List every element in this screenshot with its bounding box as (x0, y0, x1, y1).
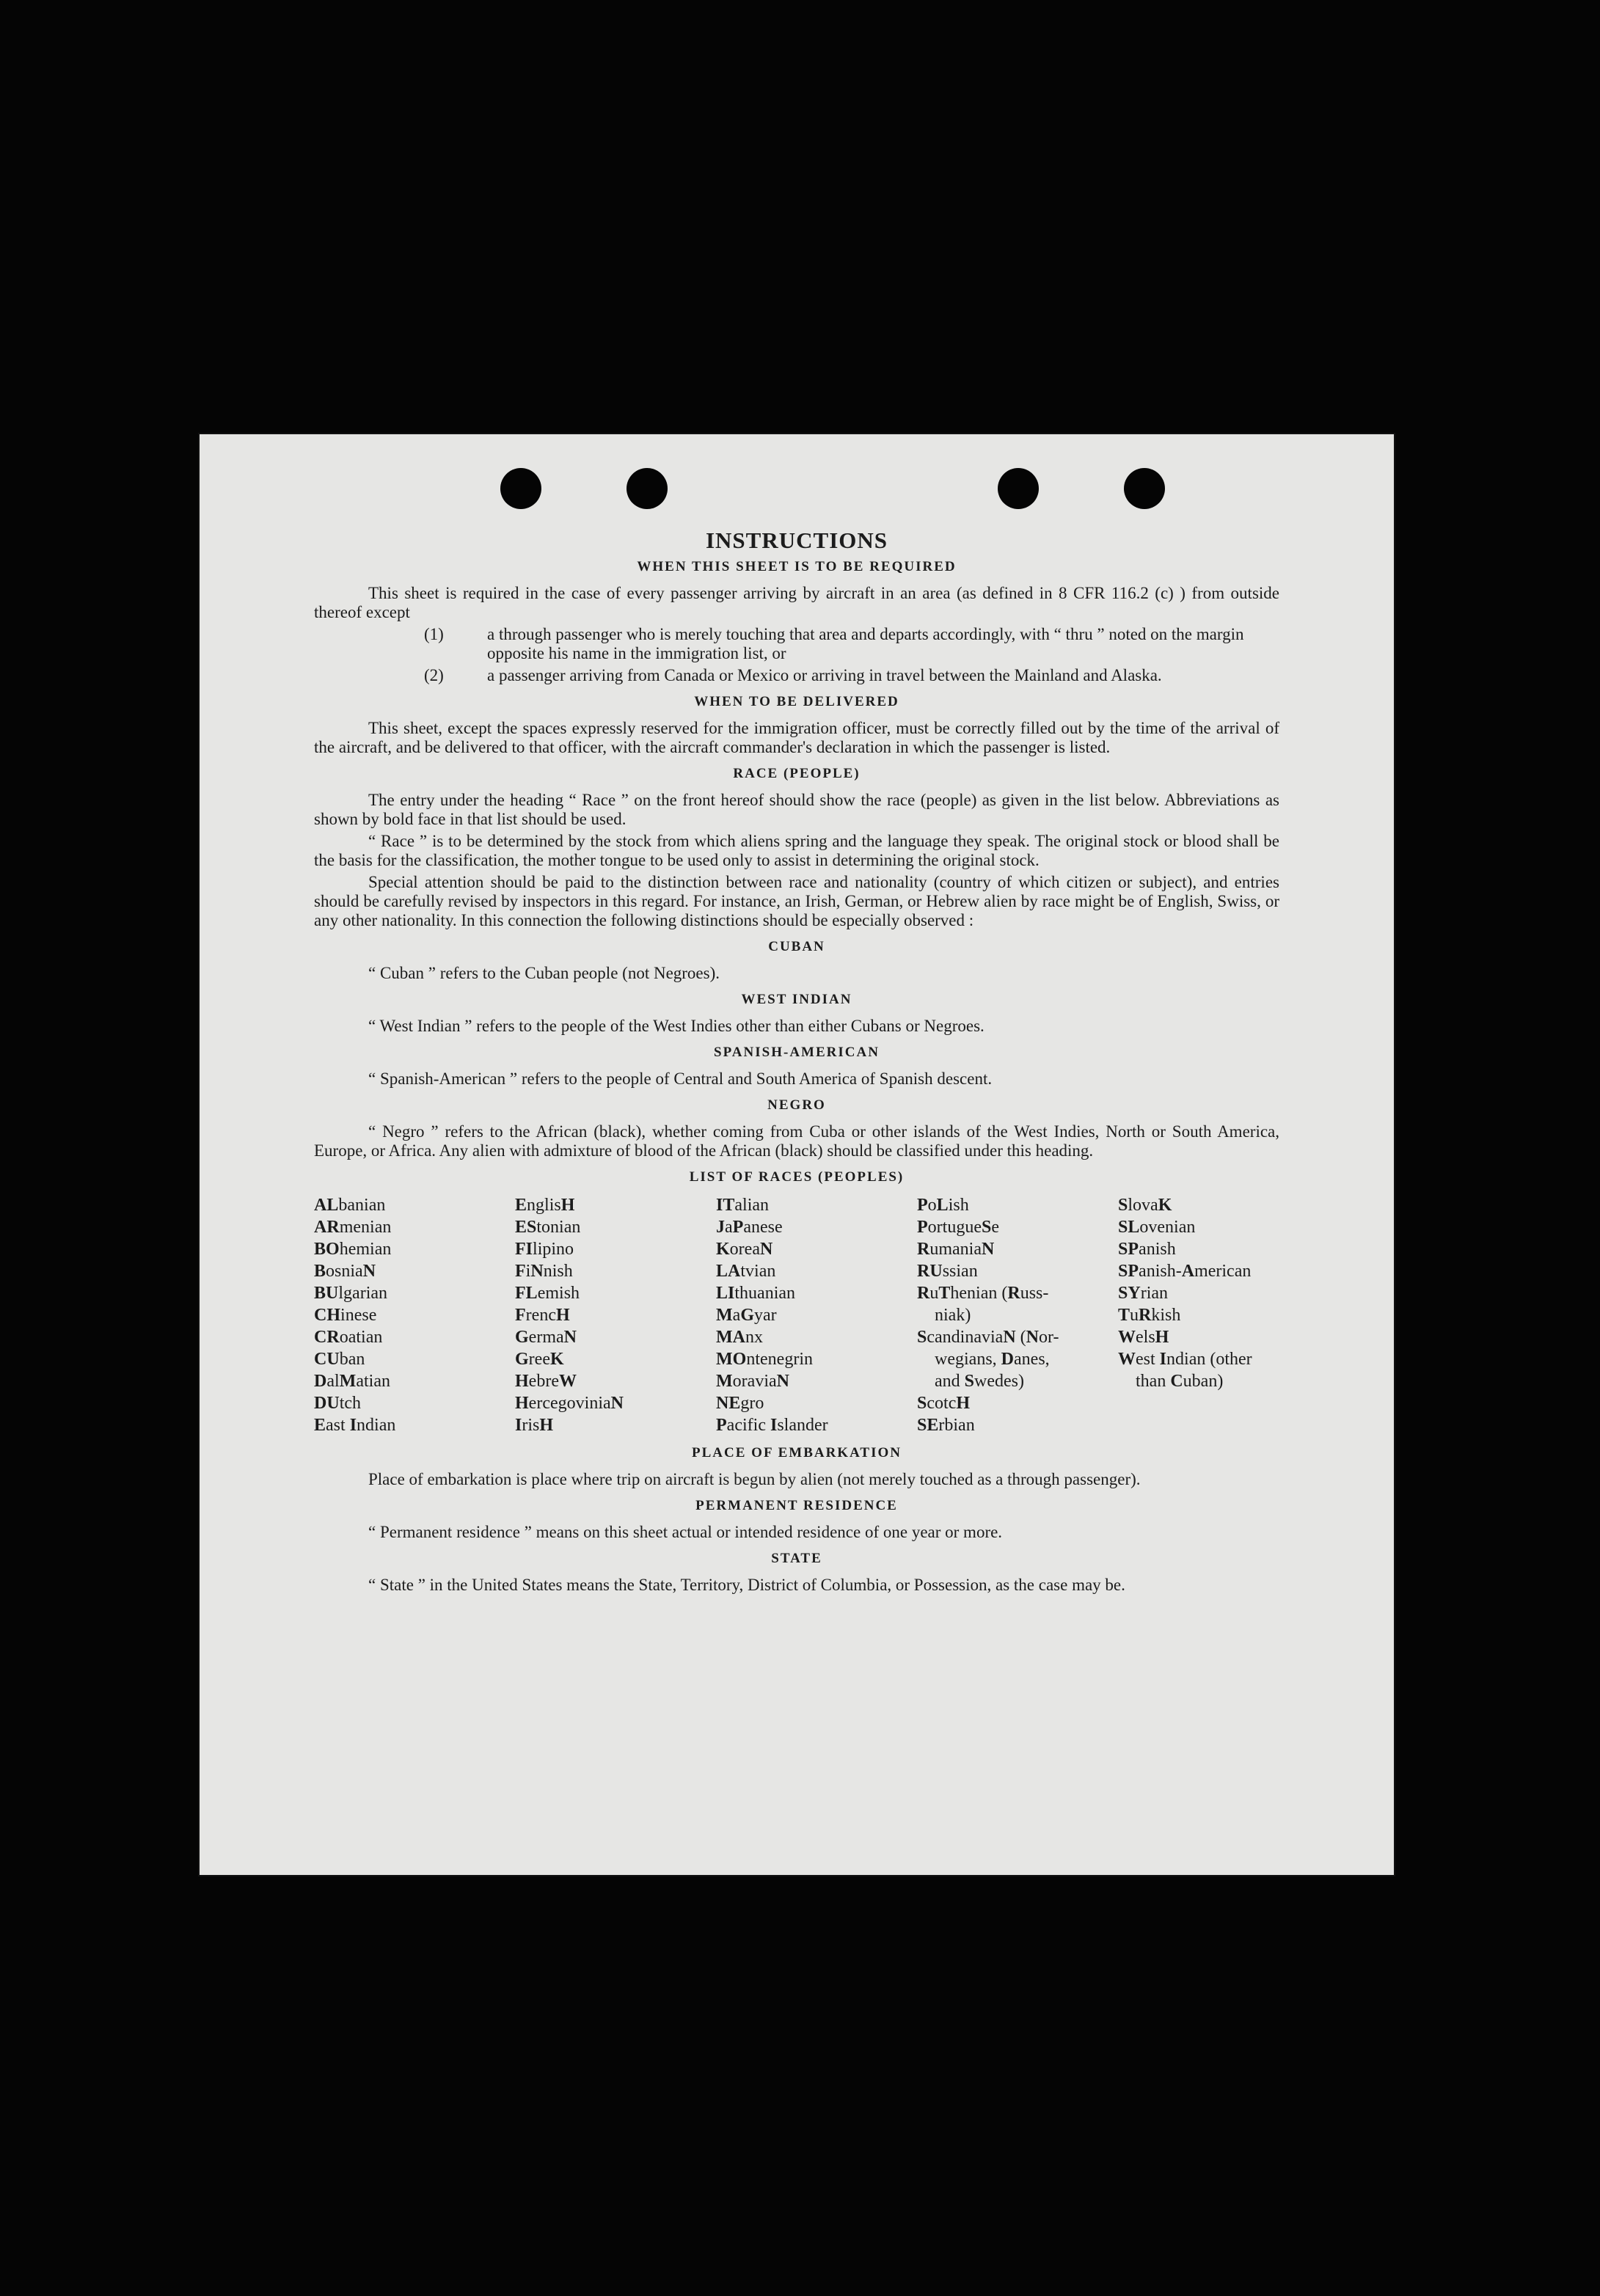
race-entry: MAnx (716, 1328, 763, 1347)
race-entry: ALbanian (314, 1196, 386, 1215)
race-entry: FiNnish (515, 1262, 573, 1281)
embarkation-text: Place of embarkation is place where trip on aircraft is begun by alien (not merely touched as a through passenger). (368, 1470, 1141, 1488)
race-entry: JaPanese (716, 1218, 783, 1237)
heading-cuban: CUBAN (768, 939, 825, 954)
cuban-text: “ Cuban ” refers to the Cuban people (not Negroes). (368, 964, 720, 982)
west-indian-text: “ West Indian ” refers to the people of the West Indies other than either Cubans or Negroes. (368, 1017, 985, 1035)
race-entry: HebreW (515, 1372, 577, 1391)
race-entry: FLemish (515, 1284, 580, 1303)
race-entry: BosniaN (314, 1262, 376, 1281)
spanish-american-text: “ Spanish-American ” refers to the people of Central and South America of Spanish descent. (368, 1070, 993, 1088)
race-entry: GreeK (515, 1350, 564, 1369)
heading-delivered: WHEN TO BE DELIVERED (694, 694, 899, 709)
exception-number: (1) (424, 625, 444, 643)
race-entry: MOntenegrin (716, 1350, 813, 1369)
heading-list-of-races: LIST OF RACES (PEOPLES) (689, 1169, 905, 1185)
heading-west-indian: WEST INDIAN (741, 992, 852, 1007)
race-list (314, 1194, 1279, 1436)
heading-residence: PERMANENT RESIDENCE (695, 1498, 898, 1513)
race-entry: SYrian (1118, 1284, 1169, 1303)
race-entry: HercegoviniaN (515, 1394, 624, 1413)
race-entry: IrisH (515, 1416, 554, 1435)
race-entry: ScotcH (917, 1394, 971, 1413)
race-entry: ScandinaviaN (Nor- (917, 1328, 1059, 1347)
race-entry: SlovaK (1118, 1196, 1172, 1215)
exception-text: a through passenger who is merely touching that area and departs accordingly, with “ thru ” noted on the margin opposite his name in the immigration list, or (487, 625, 1244, 662)
race-column (1118, 1194, 1279, 1436)
race-entry: EStonian (515, 1218, 581, 1237)
punch-hole (1124, 468, 1165, 509)
race-column (716, 1194, 917, 1436)
race-entry: PortugueSe (917, 1218, 1000, 1237)
race-paragraph: “ Race ” is to be determined by the stock from which aliens spring and the language they speak. The original stock or blood shall be the basis for the classification, the mother tongue to be used only to assist in determining the original stock. (314, 832, 1279, 869)
exception-item (314, 666, 1279, 685)
race-entry: CRoatian (314, 1328, 383, 1347)
race-entry: than Cuban) (1136, 1372, 1224, 1391)
exception-text: a passenger arriving from Canada or Mexico or arriving in travel between the Mainland and Alaska. (487, 666, 1162, 684)
race-entry: niak) (935, 1306, 971, 1325)
race-entry: BOhemian (314, 1240, 392, 1259)
punch-hole (627, 468, 668, 509)
heading-state: STATE (771, 1551, 822, 1566)
race-entry: RUssian (917, 1262, 978, 1281)
required-intro: This sheet is required in the case of every passenger arriving by aircraft in an area (as defined in 8 CFR 116.2 (c) ) from outside thereof except (314, 584, 1279, 621)
race-entry: FrencH (515, 1306, 570, 1325)
race-entry: Pacific Islander (716, 1416, 828, 1435)
race-entry: West Indian (other (1118, 1350, 1252, 1369)
race-entry: NEgro (716, 1394, 764, 1413)
race-entry: KoreaN (716, 1240, 773, 1259)
race-entry: PoLish (917, 1196, 969, 1215)
race-entry: BUlgarian (314, 1284, 388, 1303)
document-body (314, 527, 1279, 1598)
heading-embarkation: PLACE OF EMBARKATION (692, 1445, 902, 1460)
race-entry: LIthuanian (716, 1284, 796, 1303)
heading-required: WHEN THIS SHEET IS TO BE REQUIRED (637, 559, 957, 574)
race-entry: MoraviaN (716, 1372, 789, 1391)
race-entry: GermaN (515, 1328, 577, 1347)
race-entry: and Swedes) (935, 1372, 1025, 1391)
race-entry: CHinese (314, 1306, 377, 1325)
race-entry: wegians, Danes, (935, 1350, 1050, 1369)
race-entry: DUtch (314, 1394, 362, 1413)
heading-spanish-american: SPANISH-AMERICAN (714, 1045, 880, 1060)
punch-hole (998, 468, 1039, 509)
race-entry: East Indian (314, 1416, 396, 1435)
race-entry: ITalian (716, 1196, 770, 1215)
race-column (917, 1194, 1118, 1436)
race-paragraph: Special attention should be paid to the distinction between race and nationality (country of which citizen or subject), and entries should be carefully revised by inspectors in this regard. For instance, an Irish, German, or Hebrew alien by race might be of English, Swiss, or any other nationality. In this connection the following distinctions should be especially observed : (314, 873, 1279, 929)
heading-negro: NEGRO (767, 1097, 826, 1113)
race-column (314, 1194, 515, 1436)
race-entry: EnglisH (515, 1196, 575, 1215)
race-entry: LAtvian (716, 1262, 776, 1281)
exception-item (314, 625, 1279, 663)
race-column (515, 1194, 716, 1436)
document-title: INSTRUCTIONS (705, 527, 888, 553)
heading-race: RACE (PEOPLE) (733, 766, 861, 781)
punch-hole (500, 468, 541, 509)
residence-text: “ Permanent residence ” means on this sheet actual or intended residence of one year or more. (368, 1523, 1003, 1541)
race-entry: FIlipino (515, 1240, 574, 1259)
race-entry: ARmenian (314, 1218, 392, 1237)
exception-number: (2) (424, 666, 444, 684)
race-entry: CUban (314, 1350, 365, 1369)
race-entry: SLovenian (1118, 1218, 1196, 1237)
race-entry: SPanish-American (1118, 1262, 1252, 1281)
race-entry: TuRkish (1118, 1306, 1181, 1325)
negro-text: “ Negro ” refers to the African (black), whether coming from Cuba or other islands of the West Indies, North or South America, Europe, or Africa. Any alien with admixture of blood of the African (black) should be classified under this heading. (314, 1122, 1279, 1160)
race-entry: WelsH (1118, 1328, 1169, 1347)
race-entry: SErbian (917, 1416, 975, 1435)
race-entry: RumaniaN (917, 1240, 995, 1259)
race-entry: DalMatian (314, 1372, 390, 1391)
delivered-text: This sheet, except the spaces expressly reserved for the immigration officer, must be correctly filled out by the time of the arrival of the aircraft, and be delivered to that officer, with the aircraft commander's declaration in which the passenger is listed. (314, 719, 1279, 756)
race-entry: RuThenian (Russ- (917, 1284, 1049, 1303)
race-entry: MaGyar (716, 1306, 777, 1325)
race-entry: SPanish (1118, 1240, 1176, 1259)
state-text: “ State ” in the United States means the State, Territory, District of Columbia, or Possession, as the case may be. (368, 1576, 1125, 1594)
instruction-sheet (200, 434, 1394, 1875)
race-paragraph: The entry under the heading “ Race ” on the front hereof should show the race (people) as given in the list below. Abbreviations as shown by bold face in that list should be used. (314, 791, 1279, 828)
